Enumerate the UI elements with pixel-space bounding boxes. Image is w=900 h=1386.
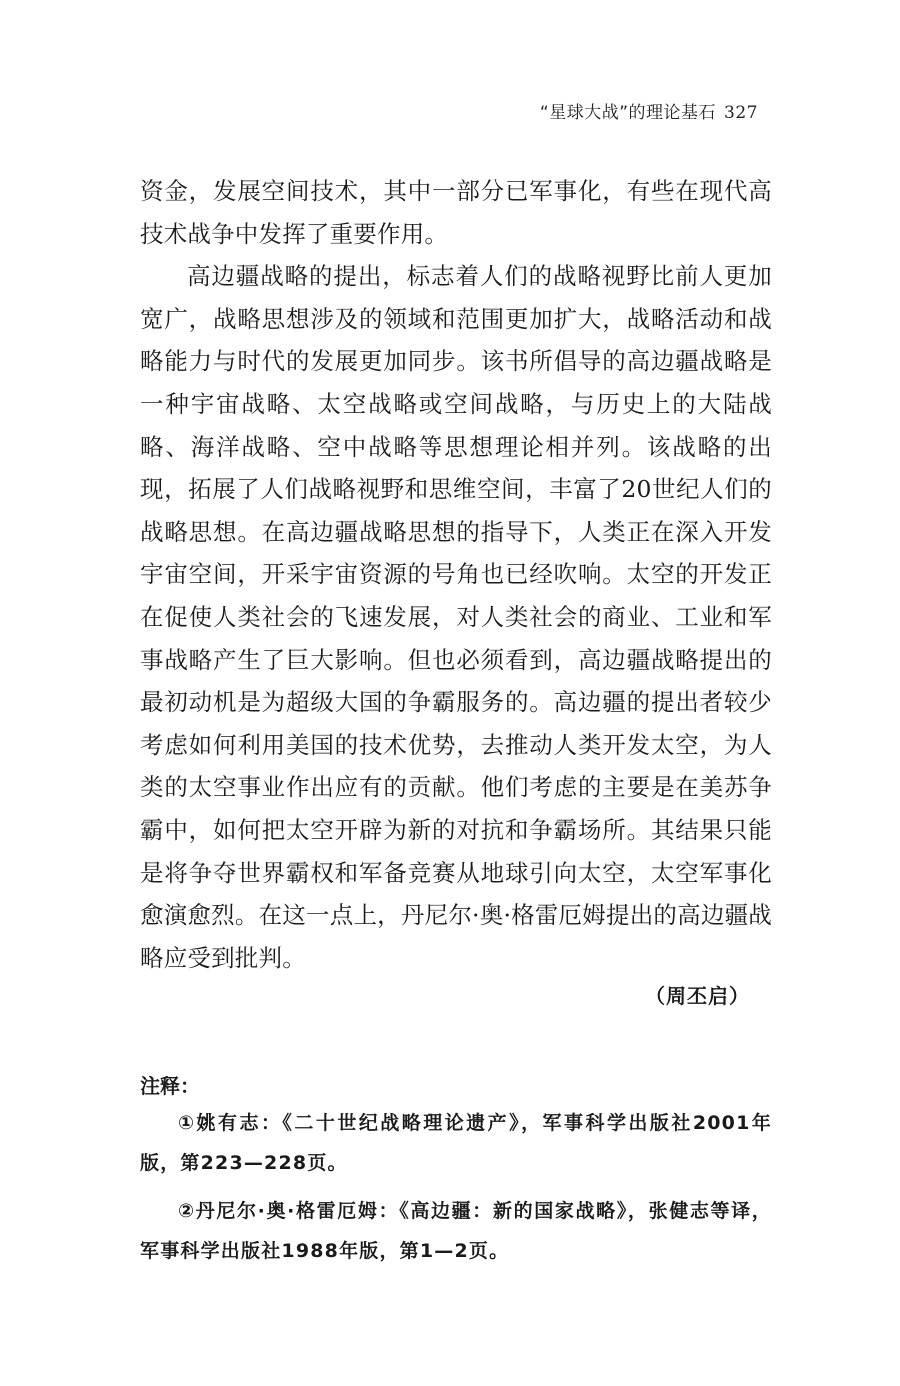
page-number: 327: [724, 103, 758, 123]
paragraph-continued: 资金，发展空间技术，其中一部分已军事化，有些在现代高技术战争中发挥了重要作用。: [140, 177, 772, 248]
running-header: [540, 98, 758, 123]
footnote-item: ②丹尼尔·奥·格雷厄姆：《高边疆：新的国家战略》，张健志等译，军事科学出版社1988年版，第1—2页。: [140, 1200, 772, 1262]
paragraph: 高边疆战略的提出，标志着人们的战略视野比前人更加宽广，战略思想涉及的领域和范围更加扩大，战略活动和战略能力与时代的发展更加同步。该书所倡导的高边疆战略是一种宇宙战略、太空战略或空间战略，与历史上的大陆战略、海洋战略、空中战略等思想理论相并列。该战略的出现，拓展了人们战略视野和思维空间，丰富了20世纪人们的战略思想。在高边疆战略思想的指导下，人类正在深入开发宇宙空间，开采宇宙资源的号角也已经吹响。太空的开发正在促使人类社会的飞速发展，对人类社会的商业、工业和军事战略产生了巨大影响。但也必须看到，高边疆战略提出的最初动机是为超级大国的争霸服务的。高边疆的提出者较少考虑如何利用美国的技术优势，去推动人类开发太空，为人类的太空事业作出应有的贡献。他们考虑的主要是在美苏争霸中，如何把太空开辟为新的对抗和争霸场所。其结果只能是将争夺世界霸权和军备竞赛从地球引向太空，太空军事化愈演愈烈。在这一点上，丹尼尔·奥·格雷厄姆提出的高边疆战略应受到批判。: [140, 262, 772, 972]
notes-heading: 注释：: [140, 1074, 200, 1098]
author-signature: （周丕启）: [645, 984, 750, 1008]
main-text: [140, 170, 772, 979]
footnotes: [140, 1103, 772, 1279]
footnote-item: ①姚有志：《二十世纪战略理论遗产》，军事科学出版社2001年版，第223—228页。: [140, 1112, 772, 1174]
chapter-title: “星球大战”的理论基石: [539, 103, 717, 123]
